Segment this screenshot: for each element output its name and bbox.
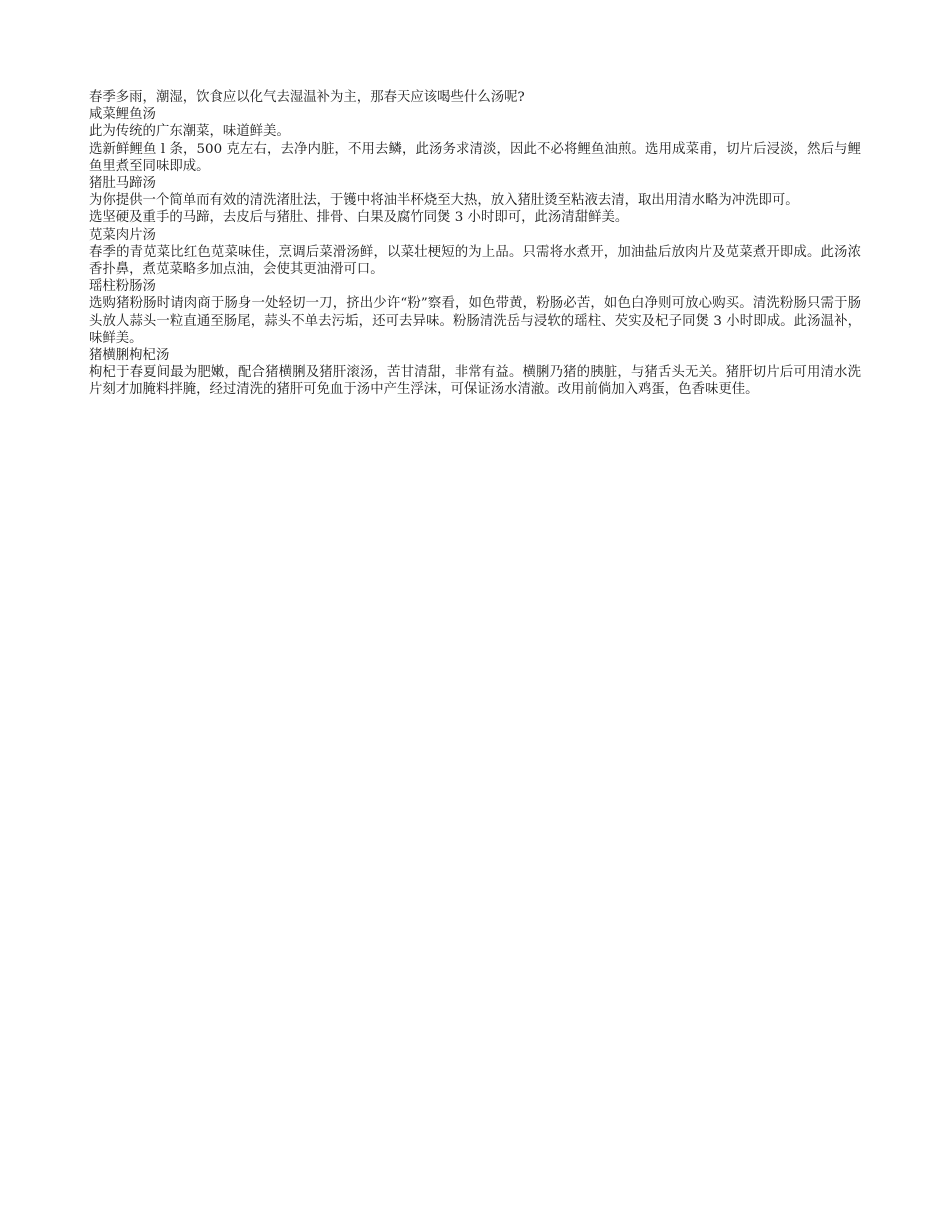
section-title: 猪肚马蹄汤 [89,176,156,192]
section-title: 瑶柱粉肠汤 [89,279,156,295]
section-paragraph: 此为传统的广东潮菜，味道鲜美。 [89,124,290,140]
section-paragraph: 选坚硬及重手的马蹄，去皮后与猪肚、排骨、白果及腐竹同煲 3 小时即可，此汤清甜鲜美。 [89,210,629,226]
section-paragraph: 春季的青苋菜比红色苋菜味佳，烹调后菜滑汤鲜，以菜壮梗短的为上品。只需将水煮开，加油盐后放肉片及苋菜煮开即成。此汤浓香扑鼻，煮苋菜略多加点油，会使其更油滑可口。 [89,244,861,278]
section-paragraph: 选新鲜鲤鱼 l 条，500 克左右，去净内脏，不用去鳞，此汤务求清淡，因此不必将鲤鱼油煎。选用成菜甫，切片后浸淡，然后与鲤鱼里煮至同味即成。 [89,141,861,174]
article-body [89,89,861,399]
section-title: 咸菜鲤鱼汤 [89,107,156,123]
section-amaranth-pork-soup [89,227,861,279]
section-paragraph: 枸杞于春夏间最为肥嫩，配合猪横脷及猪肝滚汤，苦甘清甜，非常有益。横脷乃猪的胰脏，与猪舌头无关。猪肝切片后可用清水洗片刻才加腌料拌腌，经过清洗的猪肝可免血于汤中产生浮沫，可保证汤水清澈。改用前倘加入鸡蛋，色香味更佳。 [89,365,861,398]
section-title: 猪横脷枸杞汤 [89,348,170,364]
section-pork-pancreas-goji-soup [89,347,861,399]
intro-text: 春季多雨，潮湿，饮食应以化气去湿温补为主，那春天应该喝些什么汤呢? [89,90,525,105]
section-paragraph: 为你提供一个简单而有效的清洗渚肚法，于镬中将油半杯烧至大热，放入猪肚烫至粘液去清，取出用清水略为冲洗即可。 [89,193,799,209]
section-paragraph: 选购猪粉肠时请肉商于肠身一处轻切一刀，挤出少许“粉”察看，如色带黄，粉肠必苦，如色白净则可放心购买。清洗粉肠只需于肠头放人蒜头一粒直通至肠尾，蒜头不单去污垢，还可去异味。粉肠清洗岳与浸软的瑶柱、芡实及杞子同煲 3 小时即成。此汤温补，味鲜美。 [89,296,861,346]
section-title: 苋菜肉片汤 [89,227,156,243]
section-salted-carp-soup [89,106,861,175]
section-scallop-pork-intestine-soup [89,278,861,347]
section-pork-tripe-water-chestnut-soup [89,175,861,227]
